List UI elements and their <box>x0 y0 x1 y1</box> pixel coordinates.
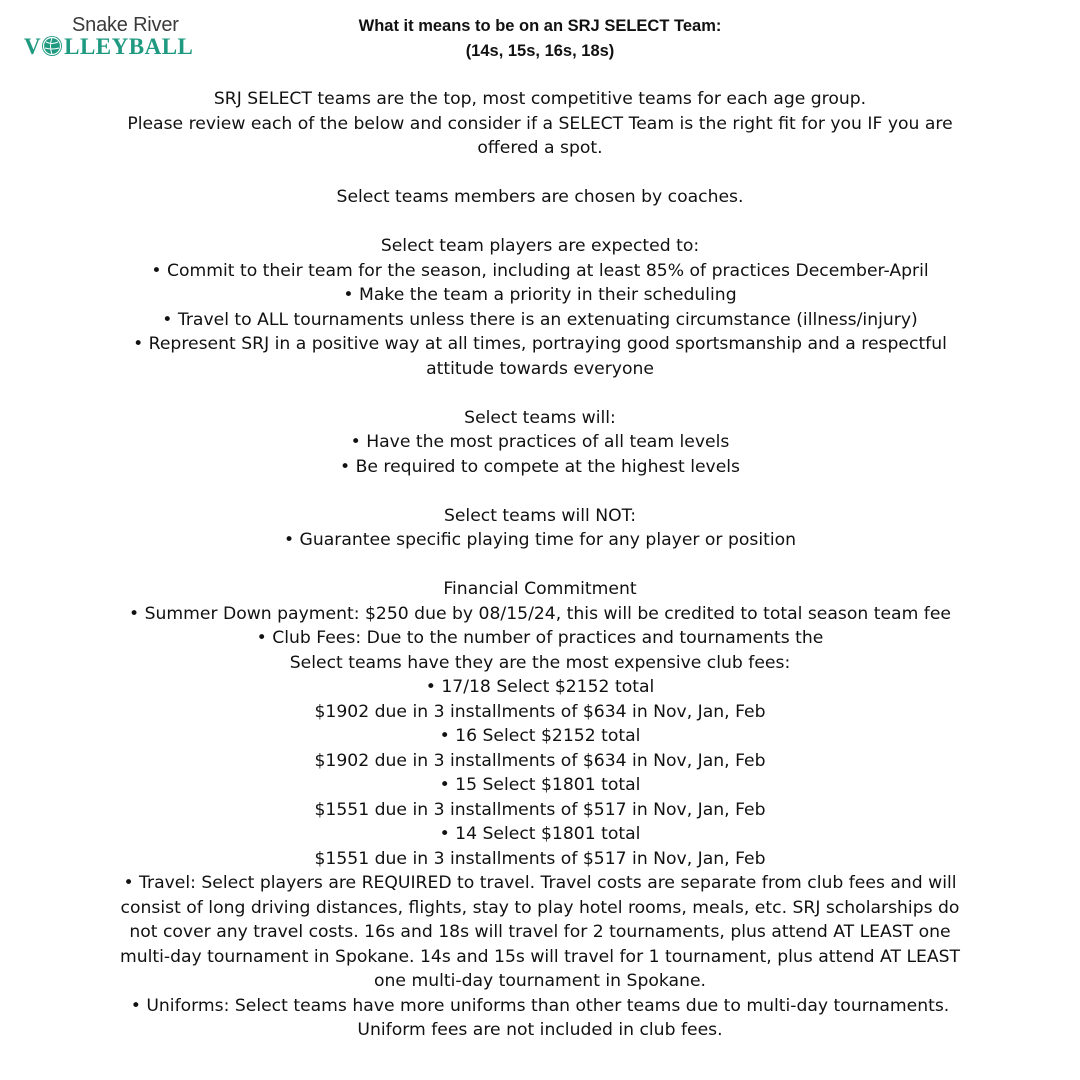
text-line: offered a spot. <box>477 138 603 158</box>
text-line: Select teams have they are the most expensive club fees: <box>289 652 791 673</box>
spacer <box>0 210 1080 235</box>
text-line: • 14 Select $1801 total <box>439 824 641 844</box>
text-line: • 16 Select $2152 total <box>439 726 641 746</box>
text-line: Select teams will: <box>464 407 616 428</box>
spacer <box>0 553 1080 578</box>
text-line: • Guarantee specific playing time for any player or position <box>283 530 797 550</box>
text-line: • Have the most practices of all team levels <box>350 432 730 452</box>
text-line: not cover any travel costs. 16s and 18s will travel for 2 tournaments, plus attend AT LEAST one <box>129 922 951 942</box>
text-line: Financial Commitment <box>443 579 637 599</box>
text-line: • 15 Select $1801 total <box>439 775 641 795</box>
text-line: Uniform fees are not included in club fees. <box>357 1020 723 1040</box>
spacer <box>0 479 1080 504</box>
text-line: $1551 due in 3 installments of $517 in Nov, Jan, Feb <box>314 848 766 869</box>
text-line: consist of long driving distances, flights, stay to play hotel rooms, meals, etc. SRJ scholarships do <box>120 897 960 918</box>
title-line-2: (14s, 15s, 16s, 18s) <box>465 41 615 60</box>
spacer <box>0 161 1080 186</box>
text-line: • Uniforms: Select teams have more uniforms than other teams due to multi-day tournaments. <box>130 995 950 1016</box>
text-line: • Travel to ALL tournaments unless there is an extenuating circumstance (illness/injury) <box>162 309 918 330</box>
text-line: • Make the team a priority in their scheduling <box>343 285 737 305</box>
text-line: • Be required to compete at the highest levels <box>339 456 741 477</box>
spacer <box>0 381 1080 406</box>
text-line: attitude towards everyone <box>426 358 654 379</box>
page-title <box>0 14 1080 63</box>
text-line: • Represent SRJ in a positive way at all times, portraying good sportsmanship and a respectful <box>133 334 947 354</box>
text-line: • Club Fees: Due to the number of practices and tournaments the <box>256 628 824 648</box>
text-line: Select teams will NOT: <box>443 505 637 526</box>
logo-top-text: Snake River <box>72 14 179 36</box>
text-line: $1902 due in 3 installments of $634 in Nov, Jan, Feb <box>314 750 766 771</box>
text-line: Please review each of the below and consider if a SELECT Team is the right fit for you IF you are <box>127 113 953 134</box>
text-line: • 17/18 Select $2152 total <box>425 677 655 697</box>
text-line: one multi-day tournament in Spokane. <box>374 971 706 991</box>
text-line: Select team players are expected to: <box>380 236 700 256</box>
text-line: SRJ SELECT teams are the top, most competitive teams for each age group. <box>213 89 867 109</box>
text-line: $1551 due in 3 installments of $517 in Nov, Jan, Feb <box>314 799 766 820</box>
team-info-text <box>0 87 1080 1043</box>
title-line-1: What it means to be on an SRJ SELECT Team: <box>358 17 722 35</box>
text-line: multi-day tournament in Spokane. 14s and 15s will travel for 1 tournament, plus attend AT LEAST <box>119 946 961 967</box>
logo-letter-v: V <box>24 34 42 59</box>
text-line: $1902 due in 3 installments of $634 in Nov, Jan, Feb <box>314 701 766 722</box>
text-line: • Travel: Select players are REQUIRED to travel. Travel costs are separate from club fees and will <box>123 873 957 893</box>
text-line: • Commit to their team for the season, including at least 85% of practices December-April <box>151 260 929 281</box>
logo-letters-lleyball: LLEYBALL <box>64 34 194 59</box>
text-line: • Summer Down payment: $250 due by 08/15/24, this will be credited to total season team fee <box>128 603 951 624</box>
text-line: Select teams members are chosen by coaches. <box>336 187 744 207</box>
